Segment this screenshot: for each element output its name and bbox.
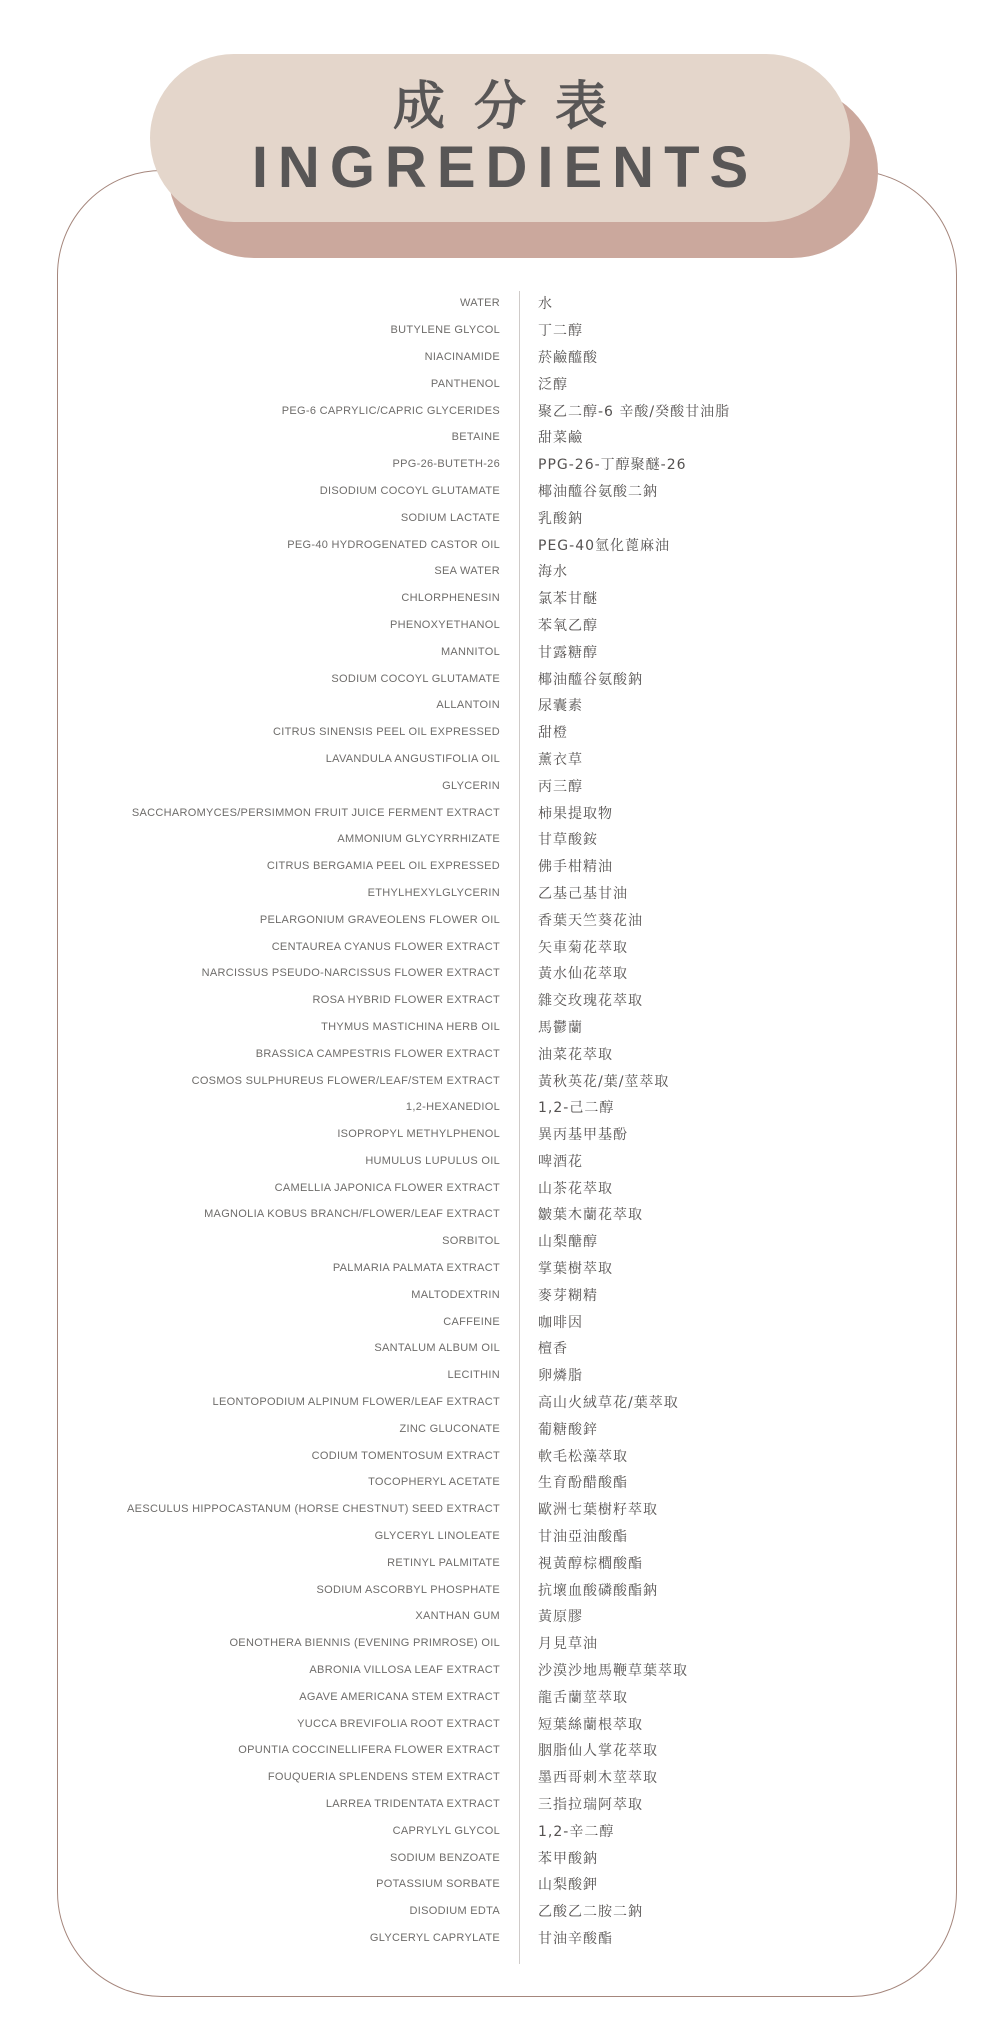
ingredient-row (100, 853, 900, 880)
ingredient-name-en: PHENOXYETHANOL (390, 618, 500, 631)
ingredient-name-zh: 龍舌蘭莖萃取 (538, 1689, 628, 1706)
ingredient-row (100, 1040, 900, 1067)
ingredient-name-zh: 軟毛松藻萃取 (538, 1448, 628, 1465)
ingredient-name-zh: 啤酒花 (538, 1153, 583, 1170)
ingredient-name-zh: 乙基己基甘油 (538, 885, 628, 902)
ingredient-row (100, 344, 900, 371)
ingredient-name-zh: 甘油辛酸酯 (538, 1931, 613, 1947)
ingredient-row (100, 799, 900, 826)
ingredient-name-zh: 甜菜鹼 (538, 430, 583, 447)
ingredient-name-en: MANNITOL (440, 645, 500, 658)
ingredient-name-en: DISODIUM COCOYL GLUTAMATE (319, 484, 500, 497)
ingredient-row (100, 719, 900, 746)
ingredient-name-en: CHLORPHENESIN (401, 592, 500, 605)
ingredient-name-zh: 三指拉瑞阿萃取 (538, 1797, 643, 1814)
ingredient-name-en: CITRUS SINENSIS PEEL OIL EXPRESSED (272, 726, 500, 739)
ingredient-name-zh: 香葉天竺葵花油 (538, 912, 643, 929)
ingredient-name-en: 1,2-HEXANEDIOL (405, 1101, 500, 1114)
ingredient-name-en: PANTHENOL (430, 377, 500, 390)
ingredient-name-en: GLYCERYL CAPRYLATE (369, 1932, 500, 1944)
ingredient-name-en: BUTYLENE GLYCOL (390, 324, 500, 337)
ingredient-name-zh: 沙漠沙地馬鞭草葉萃取 (538, 1663, 688, 1680)
ingredient-name-zh: 黃原膠 (538, 1609, 583, 1626)
ingredient-name-zh: 柿果提取物 (538, 805, 613, 822)
ingredient-name-zh: 海水 (538, 564, 568, 581)
ingredient-row (100, 1523, 900, 1550)
ingredient-name-en: PEG-40 HYDROGENATED CASTOR OIL (287, 538, 500, 551)
ingredient-name-zh: 山梨酸鉀 (538, 1877, 598, 1894)
ingredient-name-en: POTASSIUM SORBATE (376, 1878, 500, 1891)
ingredient-row (100, 1335, 900, 1362)
ingredient-name-zh: 山茶花萃取 (538, 1180, 613, 1197)
page-title-english: INGREDIENTS (251, 135, 759, 200)
ingredient-row (100, 665, 900, 692)
ingredient-name-en: SANTALUM ALBUM OIL (374, 1342, 500, 1355)
ingredient-row (100, 880, 900, 907)
ingredient-row (100, 638, 900, 665)
ingredient-row (100, 1362, 900, 1389)
ingredient-row (100, 1898, 900, 1925)
ingredient-name-en: XANTHAN GUM (415, 1610, 500, 1623)
ingredient-name-en: CAMELLIA JAPONICA FLOWER EXTRACT (274, 1181, 500, 1194)
ingredient-row (100, 370, 900, 397)
ingredient-row (100, 1174, 900, 1201)
ingredient-row (100, 612, 900, 639)
ingredient-row (100, 478, 900, 505)
ingredient-name-zh: 胭脂仙人掌花萃取 (538, 1743, 658, 1760)
ingredient-name-en: CAFFEINE (443, 1315, 500, 1328)
ingredient-name-en: PALMARIA PALMATA EXTRACT (332, 1262, 500, 1275)
ingredient-name-en: AMMONIUM GLYCYRRHIZATE (337, 833, 500, 846)
ingredient-name-zh: 黃秋英花/葉/莖萃取 (538, 1073, 670, 1090)
ingredient-name-en: ETHYLHEXYLGLYCERIN (367, 886, 500, 899)
ingredient-row (100, 1442, 900, 1469)
ingredient-name-zh: 黃水仙花萃取 (538, 966, 628, 983)
ingredient-name-zh: PEG-40氫化蓖麻油 (538, 537, 671, 554)
ingredient-name-en: DISODIUM EDTA (409, 1905, 500, 1918)
ingredient-name-en: WATER (460, 297, 500, 310)
ingredient-name-en: PPG-26-BUTETH-26 (392, 458, 500, 471)
ingredient-name-zh: 甘露糖醇 (538, 644, 598, 661)
ingredient-name-en: SODIUM LACTATE (400, 511, 500, 524)
ingredient-name-en: ABRONIA VILLOSA LEAF EXTRACT (309, 1664, 500, 1677)
ingredient-name-zh: PPG-26-丁醇聚醚-26 (538, 457, 687, 474)
ingredient-name-zh: 麥芽糊精 (538, 1287, 598, 1304)
ingredient-name-en: ISOPROPYL METHYLPHENOL (337, 1128, 500, 1141)
ingredient-row (100, 1817, 900, 1844)
ingredient-row (100, 317, 900, 344)
ingredient-name-en: GLYCERIN (442, 779, 500, 792)
ingredient-name-zh: 短葉絲蘭根萃取 (538, 1716, 643, 1733)
ingredient-row (100, 960, 900, 987)
ingredient-name-zh: 薰衣草 (538, 751, 583, 768)
ingredient-name-zh: 1,2-己二醇 (538, 1100, 615, 1117)
ingredient-row (100, 1415, 900, 1442)
ingredient-name-zh: 歐洲七葉樹籽萃取 (538, 1502, 658, 1519)
ingredient-row (100, 558, 900, 585)
ingredient-name-zh: 椰油醯谷氨酸二鈉 (538, 483, 658, 500)
ingredient-name-zh: 氯苯甘醚 (538, 591, 598, 608)
ingredient-name-en: COSMOS SULPHUREUS FLOWER/LEAF/STEM EXTRACT (191, 1074, 500, 1087)
ingredient-row (100, 531, 900, 558)
ingredient-name-en: AESCULUS HIPPOCASTANUM (HORSE CHESTNUT) SEED EXTRACT (127, 1503, 500, 1516)
ingredient-row (100, 1710, 900, 1737)
ingredient-row (100, 290, 900, 317)
ingredient-name-en: NARCISSUS PSEUDO-NARCISSUS FLOWER EXTRACT (201, 967, 500, 980)
ingredient-name-zh: 丙三醇 (538, 778, 583, 795)
ingredient-row (100, 1148, 900, 1175)
ingredient-name-zh: 馬鬱蘭 (538, 1019, 583, 1036)
ingredient-name-en: RETINYL PALMITATE (387, 1556, 500, 1569)
ingredient-name-en: NIACINAMIDE (424, 350, 500, 363)
ingredient-row (100, 1791, 900, 1818)
ingredient-row (100, 451, 900, 478)
ingredient-row (100, 1657, 900, 1684)
ingredient-row (100, 1255, 900, 1282)
ingredient-name-zh: 甜橙 (538, 725, 568, 742)
ingredient-name-zh: 檀香 (538, 1341, 568, 1358)
ingredient-row (100, 1121, 900, 1148)
ingredient-name-en: OPUNTIA COCCINELLIFERA FLOWER EXTRACT (238, 1744, 500, 1757)
ingredient-name-zh: 苯甲酸鈉 (538, 1850, 598, 1867)
ingredient-name-zh: 泛醇 (538, 376, 568, 393)
ingredient-name-zh: 甘油亞油酸酯 (538, 1529, 628, 1546)
ingredient-name-en: SEA WATER (434, 565, 500, 578)
ingredient-name-en: THYMUS MASTICHINA HERB OIL (321, 1020, 500, 1033)
ingredient-name-zh: 乙酸乙二胺二鈉 (538, 1904, 643, 1921)
ingredient-name-zh: 月見草油 (538, 1636, 598, 1653)
ingredient-row (100, 1871, 900, 1898)
ingredient-row (100, 772, 900, 799)
ingredient-name-zh: 墨西哥刺木莖萃取 (538, 1770, 658, 1787)
ingredient-name-en: CODIUM TOMENTOSUM EXTRACT (311, 1449, 500, 1462)
ingredient-row (100, 1201, 900, 1228)
ingredient-name-zh: 皺葉木蘭花萃取 (538, 1207, 643, 1224)
ingredient-name-en: MAGNOLIA KOBUS BRANCH/FLOWER/LEAF EXTRACT (204, 1208, 500, 1221)
ingredient-name-en: SORBITOL (442, 1235, 500, 1248)
ingredient-name-zh: 抗壞血酸磷酸酯鈉 (538, 1582, 658, 1599)
ingredient-name-zh: 菸鹼醯酸 (538, 349, 598, 366)
ingredient-row (100, 1469, 900, 1496)
ingredient-name-zh: 高山火絨草花/葉萃取 (538, 1395, 679, 1412)
ingredient-row (100, 1067, 900, 1094)
ingredient-name-zh: 甘草酸銨 (538, 832, 598, 849)
ingredient-name-zh: 水 (538, 296, 553, 313)
ingredient-name-en: OENOTHERA BIENNIS (EVENING PRIMROSE) OIL (229, 1637, 500, 1650)
ingredient-row (100, 1603, 900, 1630)
ingredient-name-zh: 掌葉樹萃取 (538, 1261, 613, 1278)
ingredient-name-en: AGAVE AMERICANA STEM EXTRACT (299, 1690, 500, 1703)
ingredient-name-zh: 異丙基甲基酚 (538, 1127, 628, 1144)
ingredient-row (100, 906, 900, 933)
ingredient-name-zh: 尿囊素 (538, 698, 583, 715)
ingredient-name-en: ALLANTOIN (436, 699, 500, 712)
ingredient-row (100, 1737, 900, 1764)
ingredient-row (100, 397, 900, 424)
ingredient-name-zh: 生育酚醋酸酯 (538, 1475, 628, 1492)
ingredient-row (100, 585, 900, 612)
ingredient-row (100, 1549, 900, 1576)
page-title-chinese: 成分表 (392, 77, 636, 137)
ingredient-name-en: GLYCERYL LINOLEATE (374, 1530, 500, 1543)
ingredient-name-zh: 視黃醇棕櫚酸酯 (538, 1555, 643, 1572)
ingredient-name-en: LAVANDULA ANGUSTIFOLIA OIL (325, 752, 500, 765)
ingredient-name-en: SODIUM BENZOATE (389, 1851, 500, 1864)
ingredient-name-en: SACCHAROMYCES/PERSIMMON FRUIT JUICE FERMENT EXTRACT (131, 806, 500, 819)
ingredient-name-en: PELARGONIUM GRAVEOLENS FLOWER OIL (259, 913, 500, 926)
ingredient-row (100, 1576, 900, 1603)
ingredient-name-zh: 山梨醣醇 (538, 1234, 598, 1251)
ingredient-name-en: TOCOPHERYL ACETATE (368, 1476, 500, 1489)
ingredient-name-zh: 雜交玫瑰花萃取 (538, 993, 643, 1010)
ingredient-name-en: CAPRYLYL GLYCOL (392, 1824, 500, 1837)
ingredient-name-en: ROSA HYBRID FLOWER EXTRACT (312, 994, 500, 1007)
ingredient-name-en: LECITHIN (447, 1369, 500, 1382)
ingredient-row (100, 987, 900, 1014)
ingredient-row (100, 1308, 900, 1335)
ingredient-name-zh: 苯氧乙醇 (538, 617, 598, 634)
ingredient-name-en: MALTODEXTRIN (411, 1288, 500, 1301)
ingredient-name-en: SODIUM COCOYL GLUTAMATE (331, 672, 500, 685)
ingredient-name-en: ZINC GLUCONATE (399, 1422, 500, 1435)
ingredient-name-en: PEG-6 CAPRYLIC/CAPRIC GLYCERIDES (281, 404, 500, 417)
ingredient-name-zh: 椰油醯谷氨酸鈉 (538, 671, 643, 688)
ingredient-row (100, 1228, 900, 1255)
ingredients-list (100, 290, 900, 1951)
ingredient-name-en: CITRUS BERGAMIA PEEL OIL EXPRESSED (266, 860, 500, 873)
ingredient-row (100, 1014, 900, 1041)
ingredient-row (100, 933, 900, 960)
ingredient-name-zh: 乳酸鈉 (538, 510, 583, 527)
ingredient-name-en: CENTAUREA CYANUS FLOWER EXTRACT (271, 940, 500, 953)
ingredient-name-zh: 1,2-辛二醇 (538, 1823, 615, 1840)
ingredient-name-en: LARREA TRIDENTATA EXTRACT (325, 1798, 500, 1811)
ingredient-name-en: LEONTOPODIUM ALPINUM FLOWER/LEAF EXTRACT (212, 1396, 500, 1409)
ingredient-name-zh: 卵燐脂 (538, 1368, 583, 1385)
ingredient-row (100, 1094, 900, 1121)
ingredient-name-en: HUMULUS LUPULUS OIL (365, 1154, 500, 1167)
ingredient-name-zh: 丁二醇 (538, 323, 583, 340)
ingredient-row (100, 1925, 900, 1952)
ingredient-row (100, 424, 900, 451)
ingredient-name-en: FOUQUERIA SPLENDENS STEM EXTRACT (267, 1771, 500, 1784)
ingredient-name-zh: 咖啡因 (538, 1314, 583, 1331)
ingredient-row (100, 1630, 900, 1657)
ingredient-name-zh: 聚乙二醇-6 辛酸/癸酸甘油脂 (538, 403, 731, 420)
ingredient-row (100, 1764, 900, 1791)
ingredient-name-zh: 葡糖酸鋅 (538, 1421, 598, 1438)
ingredient-row (100, 826, 900, 853)
ingredient-name-zh: 油菜花萃取 (538, 1046, 613, 1063)
header-pill (150, 54, 850, 222)
ingredient-row (100, 1496, 900, 1523)
ingredient-row (100, 1683, 900, 1710)
ingredient-row (100, 1844, 900, 1871)
ingredient-name-en: SODIUM ASCORBYL PHOSPHATE (316, 1583, 500, 1596)
ingredient-name-en: YUCCA BREVIFOLIA ROOT EXTRACT (297, 1717, 500, 1730)
ingredient-name-zh: 佛手柑精油 (538, 859, 613, 876)
ingredient-row (100, 746, 900, 773)
ingredient-name-zh: 矢車菊花萃取 (538, 939, 628, 956)
ingredient-row (100, 1389, 900, 1416)
ingredient-name-en: BETAINE (451, 431, 500, 444)
ingredient-row (100, 1281, 900, 1308)
ingredient-name-en: BRASSICA CAMPESTRIS FLOWER EXTRACT (255, 1047, 500, 1060)
ingredient-row (100, 692, 900, 719)
ingredient-row (100, 504, 900, 531)
